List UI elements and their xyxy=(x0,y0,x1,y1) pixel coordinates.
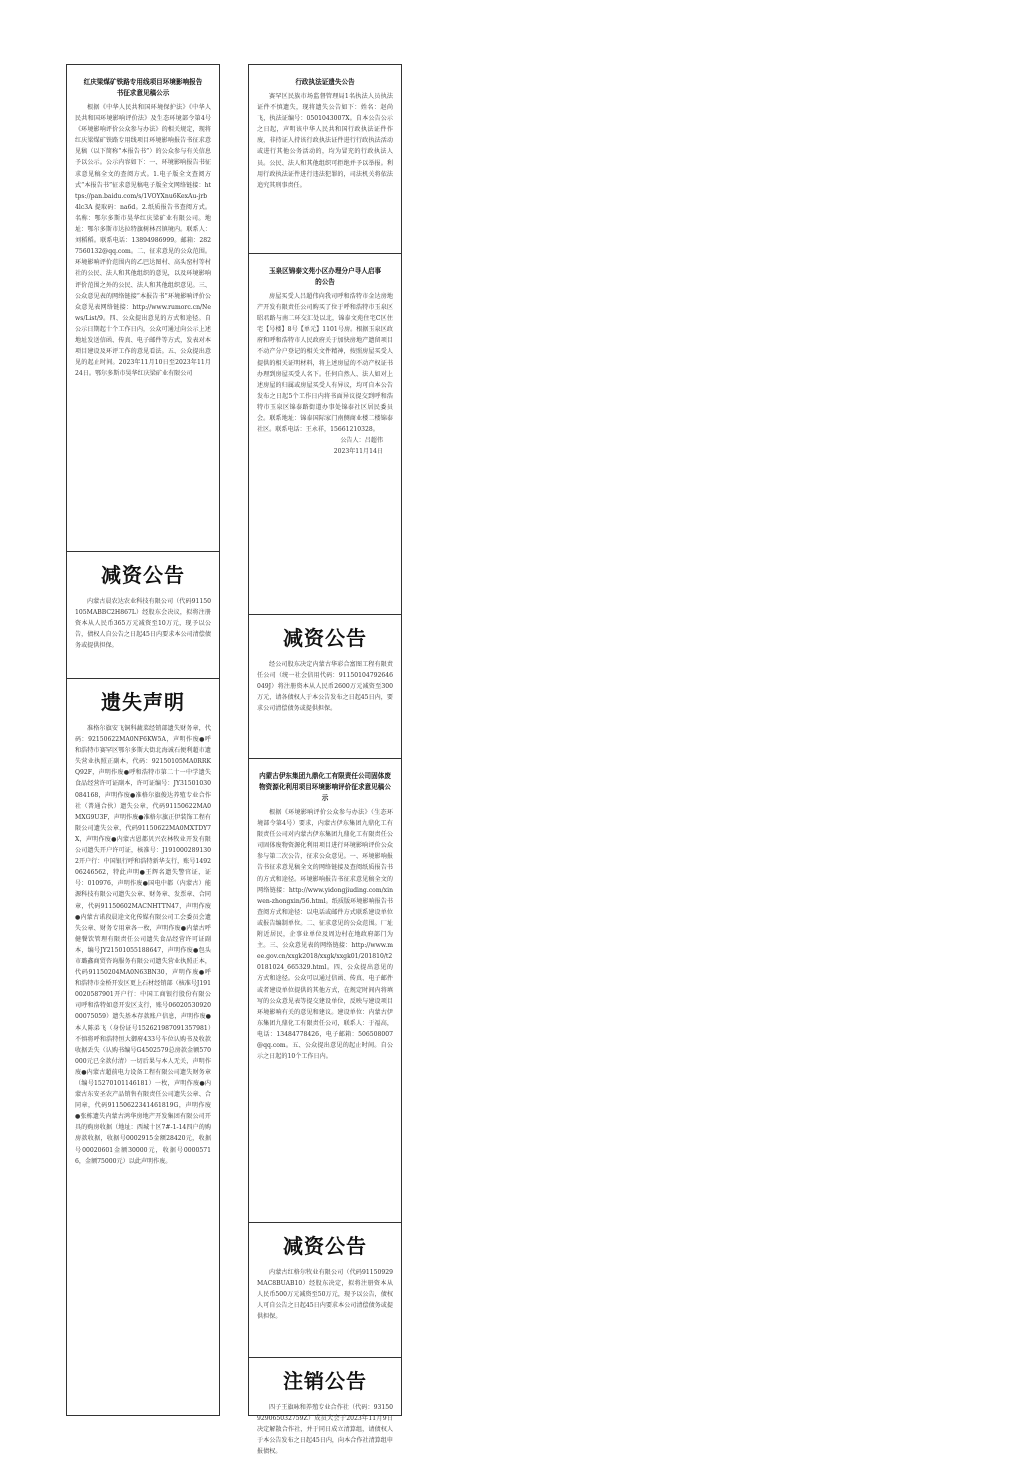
notice-enforcement-card-loss xyxy=(248,64,402,254)
notice-body: 房屋买受人吕超伟向我司呼和浩特市金达房地产开发有限责任公司购买了位于呼和浩特市玉泉区昭君路与南二环交汇处以北，锦泰文苑住宅C区住宅【号楼】8号【单元】1101号房。根据玉泉区政府和呼和浩特市人民政府关于加快房地产遗留项目不动产分户登记的相关文件精神，按照房屋买受人提供的相关证明材料，将上述房屋的不动产权证书办理到房屋买受人名下。任何自然人、法人如对上述房屋的归属或房屋买受人有异议，均可自本公告发布之日起5个工作日内将书面异议提交到呼和浩特市玉泉区锦泰路街道办事处锦泰社区居民委员会。联系地址：锦泰国际家门南侧商业楼二楼锦泰社区。联系电话：王永祥，15661210328。 xyxy=(257,293,393,434)
notice-title: 减资公告 xyxy=(283,1234,367,1258)
notice-body: 根据《中华人民共和国环境保护法》《中华人民共和国环境影响评价法》及生态环境部令第4号《环境影响评价公众参与办法》的相关规定，现将红庆梁煤矿铁路专用线项目环境影响报告书征求意见稿（以下简称“本报告书”）的公众参与有关信息予以公示。公示内容如下：一、环境影响报告书征求意见稿全文的查阅方式。1.电子版全文查阅方式“本报告书”征求意见稿电子版全文网络链接：https://pan.baidu.com/s/1VOYXnu6KexAu-jrb4lc3A 提取码：na6d。2.纸质报告书查阅方式。名称：鄂尔多斯市昊华红庆梁矿业有限公司。地址：鄂尔多斯市达拉特旗树林召镇境内。联系人：刘稻稻。联系电话：13894986999。邮箱：2827560132@qq.com。二、征求意见的公众范围。环境影响评价范围内的乙巴达图村、高头窑村等村社的公民、法人和其他组织的意见，以及环境影响评价范围之外的公民、法人和其他组织意见。三、公众意见表的网络链接“本报告书”环境影响评价公众意见表网络链接：http://www.rumorc.cn/News/List/9。四、公众提出意见的方式和途径。自公示日期起十个工作日内，公众可通过向公示上述地址发送信函、传真、电子邮件等方式，发表对本项目建设及环评工作的意见看法。五、公众提出意见的起止时间。2023年11月10日至2023年11月24日。鄂尔多斯市昊华红庆梁矿业有限公司 xyxy=(75,104,211,378)
notice-capital-reduction-2 xyxy=(248,614,402,759)
notice-body: 准格尔旗安飞铜科蔬菜经销部遗失财务章，代码：92150622MA0NF6KW5A，声明作废●呼和浩特市赛罕区鄂尔多斯大街北海诚石便利超市遗失营业执照正副本，代码：92150105MA0RRKQ92F，声明作废●呼和浩特市第二十一中学遗失食品经营许可证副本，许可证编号：JY31501030084168，声明作废●准格尔旗俊达养殖专业合作社（普通合伙）遗失公章，代码91150622MA0MXG9U3F，声明作废●准格尔旗正伊装饰工程有限公司遗失公章，代码91150622MA0MXTDY7X，声明作废●内蒙古恩都贝兴农林牧业开发有限公司遗失开户许可证，核准号：J1910002891302开户行：中国银行呼和浩特新华支行，账号149206246562，特此声明●王辉名遗失警官证，证号：010976，声明作废●国电中都（内蒙古）能源科技有限公司遗失公章、财务章、发票章、合同章，代码91150602MACNHTTN47，声明作废●内蒙古诺段晨途文化传媒有限公司工会委员会遗失公章、财务专用章各一枚，声明作废●内蒙古呼健餐饮管理有限责任公司遗失食品经营许可证副本，编号JY21501055188647，声明作废●包头市璐鑫商贸咨询服务有限公司遗失营业执照正本，代码91150204MA0N63BN30，声明作废●呼和浩特市金桥开发区更上石材经销部（核准号J1910020587901开户行：中国工商银行股份有限公司呼和浩特如意开发区支行，账号0602053092000075059）遗失基本存款账户信息，声明作废●本人陈弟飞（身份证号152621987091357981）不慎将呼和浩特恒大御府433号车位认购书及收款收据丢失（认购书编号G4502579总房款金额570000元已全款付清）一切后果与本人无关，声明作废●内蒙古超前电力设备工程有限公司遗失财务章（编号15270101146181）一枚，声明作废●内蒙古东安圣农产品销售有限责任公司遗失公章、合同章，代码91150622341461819G，声明作废●张栋遗失内蒙古鸿华房地产开发集团有限公司开具的购房收据（地址：西城十区7#-1-14四户的购房款收据，收据号0002915金额28420元，收据号00020601金额30000元，收据号00005716，金额75000元）以此声明作废。 xyxy=(75,725,211,1165)
notice-signature: 公告人：吕超伟 xyxy=(340,437,383,445)
notice-eia-railway xyxy=(66,64,220,552)
notice-property-registration xyxy=(248,253,402,615)
left-column xyxy=(66,64,220,1416)
notice-loss-statement xyxy=(66,678,220,1416)
notice-capital-reduction-3 xyxy=(248,1222,402,1358)
notice-title: 遗失声明 xyxy=(101,690,185,714)
notice-capital-reduction-1 xyxy=(66,551,220,679)
notice-title: 注销公告 xyxy=(283,1369,367,1393)
notice-title: 减资公告 xyxy=(101,563,185,587)
middle-column xyxy=(248,64,402,1456)
notice-body: 根据《环境影响评价公众参与办法》（生态环境部令第4号）要求，内蒙古伊东集团九鼎化工有限责任公司对内蒙古伊东集团九鼎化工有限责任公司固体废物资源化利用项目进行环境影响评价公众参与第二次公告，征求公众意见。一、环境影响报告书征求意见稿全文的网络链接及查阅纸质报告书的方式和途径。环境影响报告书征求意见稿全文的网络链接：http://www.yidongjiuding.com/xinwen-zhongxin/56.html。纸质版环境影响报告书查阅方式和途径：以电话或邮件方式联系建设单位或报告编制单位。二、征求意见的公众范围。厂址附近居民，企事业单位及周边村在地政府部门为主。三、公众意见表的网络链接：http://www.mee.gov.cn/xxgk2018/xxgk/xxgk01/201810/t20181024_665329.html。四、公众提出意见的方式和途径。公众可以通过信函、传真、电子邮件或者建设单位提供的其他方式，在规定时间内将填写的公众意见表等提交建设单位，反映与建设项目环境影响有关的意见和建议。建设单位：内蒙古伊东集团九鼎化工有限责任公司，联系人：于福高，电话：13484778426，电子邮箱：506508007@qq.com。五、公众提出意见的起止时间。自公示之日起的10个工作日内。 xyxy=(257,809,393,1061)
notice-date: 2023年11月14日 xyxy=(333,448,383,456)
notice-title: 玉泉区锦泰文苑小区办理分户寻人启事的公告 xyxy=(268,267,382,286)
notice-body: 经公司股东决定内蒙古华彩合富图工程有限责任公司（统一社会信用代码：91150104792646049J）将注册资本从人民币2600万元减资至300万元，请各债权人于本公告发布之日起45日内，要求公司清偿债务或提供担保。 xyxy=(257,661,393,713)
notice-deregistration xyxy=(248,1357,402,1456)
notice-body: 四子王旗咏和养殖专业合作社（代码：93150929065032759Z）成员大会于2023年11月9日决定解散合作社，并于同日成立清算组，请债权人于本公告发布之日起45日内，向本合作社清算组申报债权。 xyxy=(257,1404,393,1456)
notice-title: 红庆梁煤矿铁路专用线项目环境影响报告书征求意见稿公示 xyxy=(83,78,203,97)
notice-body: 内蒙古红格尔牧业有限公司（代码91150929MAC8BUAB10）经股东决定，拟将注册资本从人民币500万元减资至50万元，现予以公告，债权人可自公告之日起45日内要求本公司清偿债务或提供担保。 xyxy=(257,1269,393,1321)
notice-title: 减资公告 xyxy=(283,626,367,650)
notice-eia-jiuding xyxy=(248,758,402,1223)
notice-body: 赛罕区民族市场监督管理局1名执法人员执法证件不慎遗失，现将遗失公告如下：姓名：赵尚飞，执法证编号：0501043007X。自本公告公示之日起，声明该中华人民共和国行政执法证件作废，非持证人持该行政执法证件进行行政执法活动或进行其他公务活动的，均为冒充的行政执法人员。公民、法人和其他组织可拒绝并予以举报。利用行政执法证件进行违法犯罪的，司法机关将依法追究其刑事责任。 xyxy=(257,93,393,189)
notice-body: 内蒙古晨农达农业科技有限公司（代码91150105MABBC2H867L）经股东会决议，拟将注册资本从人民币365万元减资至10万元，现予以公告，债权人自公告之日起45日内要求本公司清偿债务或提供担保。 xyxy=(75,598,211,650)
notice-title: 行政执法证遗失公告 xyxy=(295,78,355,86)
notice-title: 内蒙古伊东集团九鼎化工有限责任公司固体废物资源化利用项目环境影响评价征求意见稿公示 xyxy=(259,772,391,802)
